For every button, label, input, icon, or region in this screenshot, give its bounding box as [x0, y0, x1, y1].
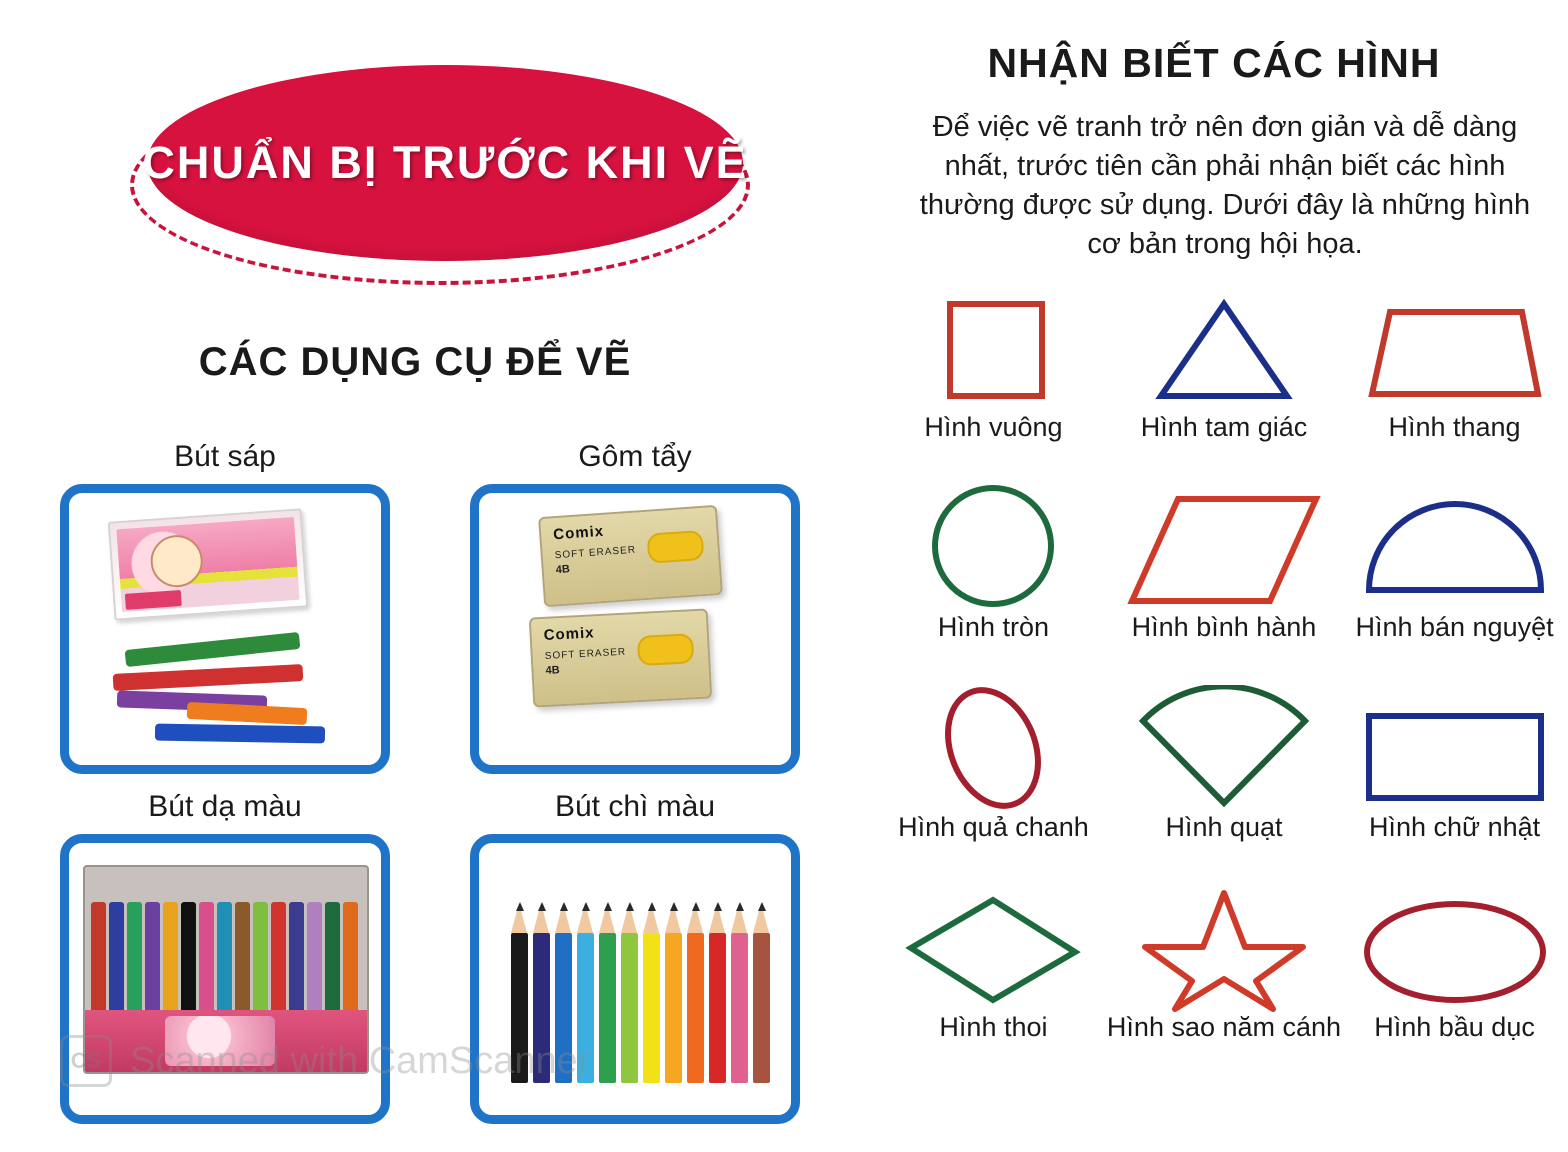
shape-label-square: Hình vuông [924, 412, 1063, 442]
color-pencils-illustration [507, 851, 787, 1101]
shape-item-rectangle [1341, 690, 1568, 890]
shape-label-circle: Hình tròn [937, 612, 1049, 642]
shape-label-semicircle: Hình bán nguyệt [1355, 612, 1554, 642]
shape-label-parallelogram: Hình bình hành [1131, 612, 1317, 642]
tools-section-heading: CÁC DỤNG CỤ ĐỂ VẼ [198, 340, 632, 384]
shape-item-trapezoid [1341, 290, 1568, 490]
shape-item-triangle [1107, 290, 1341, 490]
oval-icon [1355, 890, 1555, 1010]
shape-item-lemon [880, 690, 1107, 890]
parallelogram-icon [1124, 490, 1324, 610]
tool-card-crayons [60, 440, 390, 774]
eraser-badge-2 [637, 633, 694, 666]
semicircle-icon [1355, 490, 1555, 610]
tool-image-frame-crayons [60, 484, 390, 774]
banner-ellipse [142, 65, 748, 261]
shape-label-triangle: Hình tam giác [1140, 412, 1308, 442]
banner-title: CHUẨN BỊ TRƯỚC KHI VẼ [142, 137, 748, 188]
shape-label-lemon: Hình quả chanh [898, 812, 1089, 842]
crayon-stick-blue [155, 724, 325, 744]
right-page-column [860, 0, 1568, 1152]
shape-item-rhombus [880, 890, 1107, 1090]
banner [120, 55, 760, 305]
tool-image-frame-erasers [470, 484, 800, 774]
crayon-stick-red [113, 664, 304, 691]
rectangle-icon [1355, 690, 1555, 810]
shape-label-star: Hình sao năm cánh [1106, 1012, 1342, 1042]
tool-card-markers [60, 790, 390, 1124]
camscanner-badge: CS [60, 1035, 112, 1087]
rhombus-icon [903, 890, 1083, 1010]
tool-card-erasers [470, 440, 800, 774]
shapes-section-heading: NHẬN BIẾT CÁC HÌNH [987, 40, 1441, 86]
shape-item-square [880, 290, 1107, 490]
eraser-brand-label: Comix [552, 522, 605, 544]
lemon-icon [923, 690, 1063, 810]
camscanner-text: Scanned with CamScanner [130, 1039, 591, 1082]
tool-caption-color-pencils: Bút chì màu [554, 790, 716, 823]
tool-caption-markers: Bút dạ màu [148, 790, 302, 823]
shape-item-parallelogram [1107, 490, 1341, 690]
tool-image-frame-color-pencils [470, 834, 800, 1124]
shape-item-oval [1341, 890, 1568, 1090]
eraser-illustration-top [538, 505, 723, 607]
star-icon [1139, 890, 1309, 1010]
shape-item-semicircle [1341, 490, 1568, 690]
shapes-grid [880, 290, 1568, 1090]
shape-item-star [1107, 890, 1341, 1090]
eraser-brand-label-2: Comix [543, 624, 595, 644]
eraser-sub-label-2: SOFT ERASER [544, 646, 627, 662]
tool-caption-crayons: Bút sáp [174, 440, 276, 473]
trapezoid-icon [1360, 290, 1550, 410]
crayon-pack-illustration [108, 508, 308, 620]
tool-card-color-pencils [470, 790, 800, 1124]
tool-image-frame-markers [60, 834, 390, 1124]
eraser-sub-label: SOFT ERASER [554, 544, 637, 562]
shapes-section-intro: Để việc vẽ tranh trở nên đơn giản và dễ dàng nhất, trước tiên cần phải nhận biết các hình thường được sử dụng. Dưới đây là những hình cơ bản trong hội họa. [919, 111, 1531, 261]
crayon-stick-green [125, 632, 301, 667]
circle-icon [923, 490, 1063, 610]
eraser-grade-label-2: 4B [545, 664, 560, 677]
shape-label-oval: Hình bầu dục [1374, 1012, 1535, 1042]
shape-label-rhombus: Hình thoi [939, 1012, 1048, 1042]
triangle-icon [1149, 290, 1299, 410]
tool-caption-erasers: Gôm tẩy [578, 440, 692, 473]
shape-label-rectangle: Hình chữ nhật [1368, 812, 1541, 842]
shape-item-fan [1107, 690, 1341, 890]
eraser-badge [646, 530, 704, 564]
shape-label-fan: Hình quạt [1165, 812, 1283, 842]
fan-icon [1129, 690, 1319, 810]
crayon-stick-orange [187, 702, 308, 725]
shape-item-circle [880, 490, 1107, 690]
shape-label-trapezoid: Hình thang [1388, 412, 1521, 442]
square-icon [928, 290, 1058, 410]
eraser-grade-label: 4B [555, 563, 571, 577]
eraser-illustration-bottom [529, 608, 712, 707]
marker-set-illustration [83, 865, 369, 1074]
